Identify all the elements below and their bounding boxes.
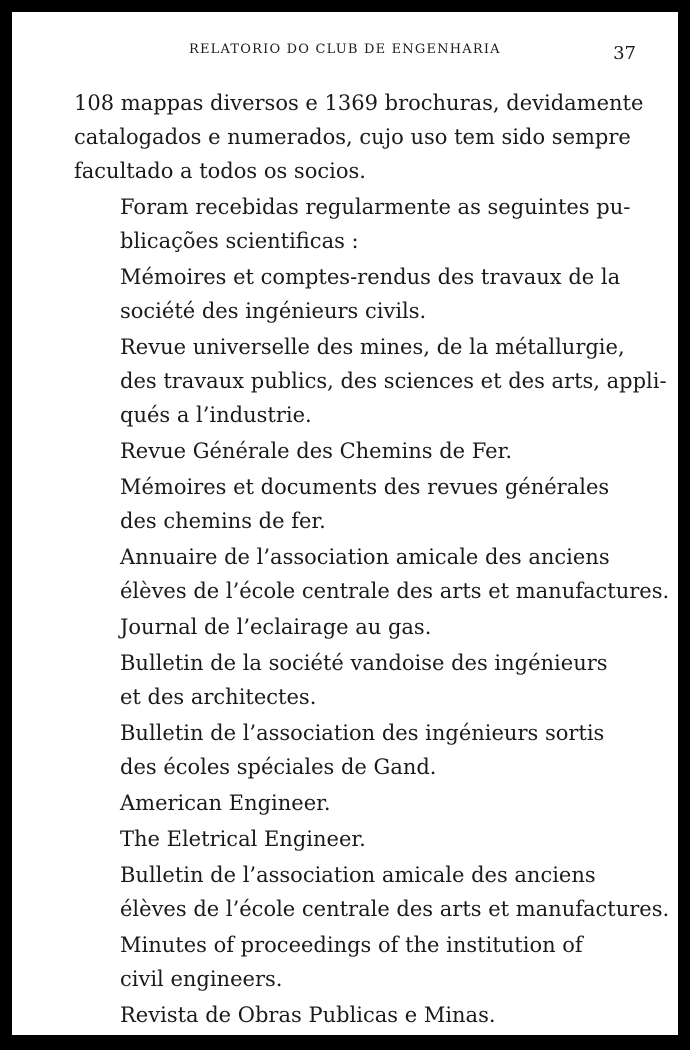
paragraph <box>74 540 670 608</box>
text-line: élèves de l’école centrale des arts et manufactures. <box>120 897 670 921</box>
text-line: Revue Générale des Chemins de Fer. <box>120 439 513 463</box>
body-text <box>74 86 670 1034</box>
text-line: Annuaire de l’association amicale des anciens <box>120 545 610 569</box>
paragraph <box>74 998 630 1032</box>
paragraph <box>74 190 630 258</box>
text-line: Minutes of proceedings of the institution of <box>120 933 583 957</box>
text-line: blicações scientificas : <box>120 229 359 253</box>
paragraph <box>74 610 630 644</box>
text-line: catalogados e numerados, cujo uso tem sido sempre <box>74 125 631 149</box>
book-page <box>12 12 678 1035</box>
text-line: Bulletin de l’association amicale des anciens <box>120 863 596 887</box>
paragraph <box>74 858 670 926</box>
paragraph <box>74 646 630 714</box>
paragraph <box>74 434 630 468</box>
text-line: Bulletin de l’association des ingénieurs sortis <box>120 721 605 745</box>
paragraph <box>74 470 630 538</box>
paragraph <box>74 928 630 996</box>
text-line: des écoles spéciales de Gand. <box>120 755 437 779</box>
text-line: civil engineers. <box>120 967 283 991</box>
text-line: des travaux publics, des sciences et des arts, appli- <box>120 369 667 393</box>
text-line: 108 mappas diversos e 1369 brochuras, devidamente <box>74 91 644 115</box>
text-line: élèves de l’école centrale des arts et manufactures. <box>120 579 670 603</box>
paragraph <box>74 330 667 432</box>
text-line: société des ingénieurs civils. <box>120 299 427 323</box>
paragraph <box>74 716 630 784</box>
text-line: Mémoires et comptes-rendus des travaux de la <box>120 265 621 289</box>
text-line: Revista de Obras Publicas e Minas. <box>120 1003 496 1027</box>
text-line: Journal de l’eclairage au gas. <box>120 615 432 639</box>
text-line: Mémoires et documents des revues générales <box>120 475 610 499</box>
text-line: des chemins de fer. <box>120 509 326 533</box>
running-title: RELATORIO DO CLUB DE ENGENHARIA <box>189 42 501 57</box>
text-line: The Eletrical Engineer. <box>120 827 366 851</box>
text-line: qués a l’industrie. <box>120 403 312 427</box>
text-line: American Engineer. <box>120 791 331 815</box>
paragraph <box>74 786 630 820</box>
page-number: 37 <box>613 43 636 64</box>
text-line: Revue universelle des mines, de la métallurgie, <box>120 335 625 359</box>
text-line: facultado a todos os socios. <box>74 159 366 183</box>
paragraph <box>74 86 644 188</box>
text-line: Foram recebidas regularmente as seguintes pu- <box>120 195 631 219</box>
paragraph <box>74 822 630 856</box>
text-line: Bulletin de la société vandoise des ingénieurs <box>120 651 608 675</box>
paragraph <box>74 260 630 328</box>
text-line: et des architectes. <box>120 685 317 709</box>
